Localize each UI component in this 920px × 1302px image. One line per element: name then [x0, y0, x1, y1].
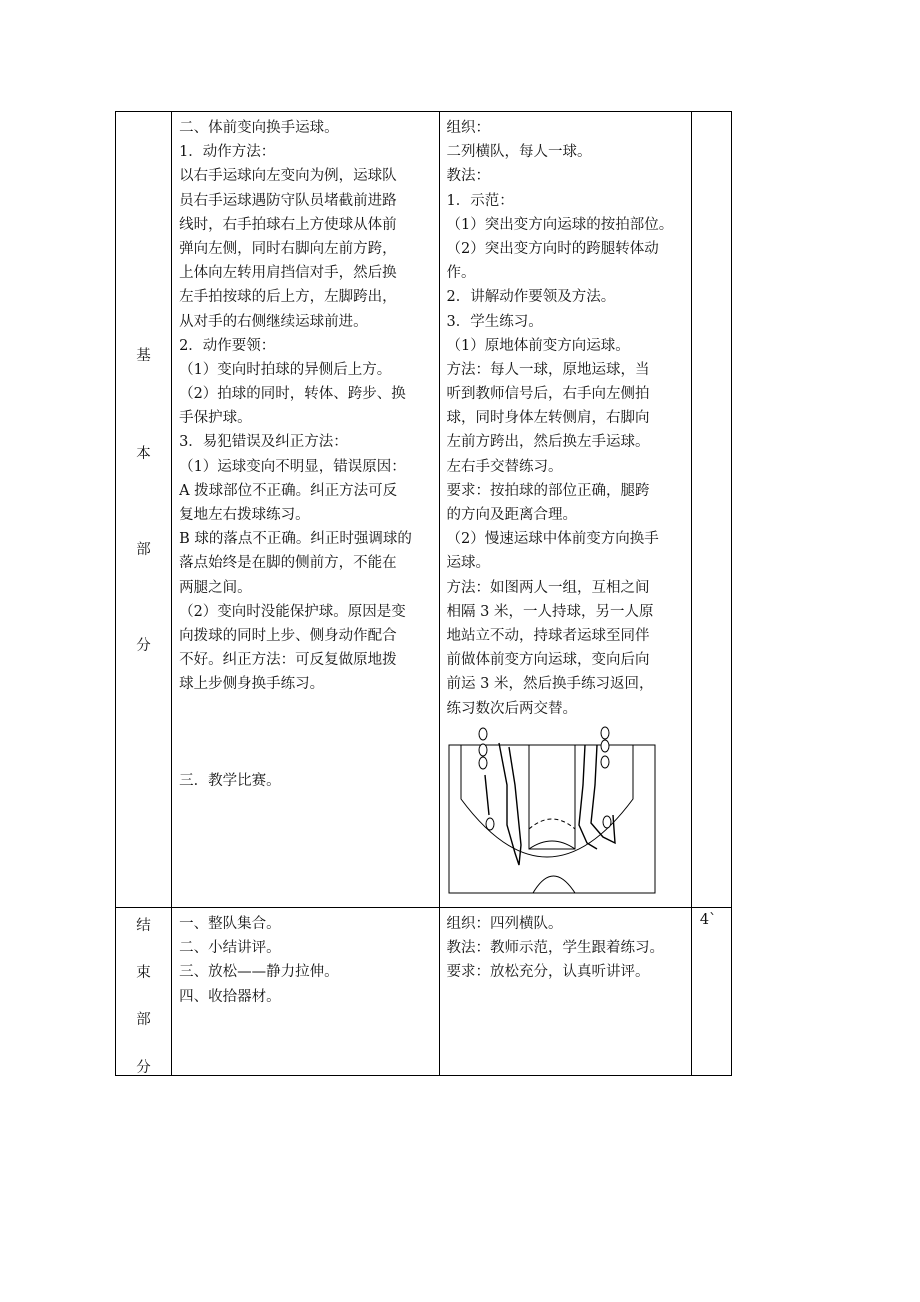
content-line: 弹向左侧，同时右脚向左前方跨， — [179, 240, 397, 257]
org-line: 前运 3 米，然后换手练习返回， — [446, 676, 654, 693]
org-line: 3．学生练习。 — [446, 313, 543, 330]
free-throw-circle — [529, 819, 575, 829]
content-line: （2）变向时没能保护球。原因是变 — [179, 603, 406, 620]
org-line: 二列横队，每人一球。 — [446, 144, 592, 161]
free-throw-arc — [529, 841, 575, 849]
content-line: 落点始终是在脚的侧前方，不能在 — [179, 555, 397, 572]
court-diagram — [447, 725, 684, 895]
org-line: 方法：如图两人一组，互相之间 — [446, 579, 650, 596]
content-line: 1．动作方法： — [179, 144, 276, 161]
end-time-cell — [691, 908, 731, 1076]
lesson-plan-table — [115, 111, 732, 1076]
content-line: 二、体前变向换手运球。 — [179, 120, 339, 136]
player-marker — [601, 756, 609, 768]
content-line: 线时，右手拍球右上方使球从体前 — [179, 216, 397, 233]
free-throw-lane — [529, 745, 575, 849]
player-marker — [603, 816, 611, 828]
main-content-cell — [172, 112, 439, 908]
content-line: （1）变向时拍球的异侧后上方。 — [179, 361, 392, 378]
content-line: 一、整队集合。 — [179, 916, 281, 932]
player-marker — [479, 757, 487, 769]
org-line: 2．讲解动作要领及方法。 — [446, 289, 616, 306]
content-line: 上体向左转用肩挡信对手，然后换 — [179, 265, 397, 282]
player-marker — [486, 818, 494, 830]
org-line: 运球。 — [446, 555, 490, 572]
content-line: 以右手运球向左变向为例，运球队 — [179, 168, 397, 185]
content-line: 不好。纠正方法：可反复做原地拨 — [179, 652, 397, 669]
org-line: 左右手交替练习。 — [446, 458, 563, 475]
label-char: 束 — [136, 965, 151, 981]
content-line: （1）运球变向不明显，错误原因： — [179, 458, 406, 475]
org-line: 教法：教师示范，学生跟着练习。 — [446, 940, 664, 957]
content-line: 二、小结讲评。 — [179, 940, 281, 957]
time-value: 4` — [699, 912, 717, 928]
org-line: 1．示范： — [446, 192, 514, 209]
org-line: 要求：放松充分，认真听讲评。 — [446, 964, 650, 981]
org-line: 组织： — [446, 120, 490, 136]
org-line: 作。 — [446, 265, 476, 282]
main-section-row — [116, 112, 732, 908]
org-line: （1）原地体前变方向运球。 — [446, 337, 630, 354]
player-marker — [479, 744, 487, 756]
player-marker — [479, 728, 487, 740]
content-line: 三、放松——静力拉伸。 — [179, 964, 339, 981]
player-marker — [601, 740, 609, 752]
org-line: 听到教师信号后，右手向左侧拍 — [446, 386, 650, 403]
center-circle — [533, 876, 575, 893]
org-line: 要求：按拍球的部位正确，腿跨 — [446, 482, 650, 499]
end-section-label — [116, 908, 172, 1076]
end-section-row — [116, 908, 732, 1076]
end-content-cell — [172, 908, 439, 1076]
player-marker — [601, 727, 609, 739]
content-line: 2．动作要领： — [179, 337, 276, 354]
content-line: 3．易犯错误及纠正方法： — [179, 434, 348, 451]
content-line: 向拨球的同时上步、侧身动作配合 — [179, 627, 397, 644]
org-line: 教法： — [446, 168, 490, 185]
content-line: 手保护球。 — [179, 410, 252, 427]
org-line: 组织：四列横队。 — [446, 916, 563, 932]
time-value — [692, 112, 731, 116]
main-org-cell — [439, 112, 691, 908]
org-line: 练习数次后两交替。 — [446, 700, 577, 717]
main-section-label — [116, 112, 172, 908]
org-line: 前做体前变方向运球，变向后向 — [446, 652, 650, 669]
org-line: （1）突出变方向运球的按拍部位。 — [446, 216, 674, 233]
content-line: 从对手的右侧继续运球前进。 — [179, 313, 368, 330]
org-line: 左前方跨出，然后换左手运球。 — [446, 434, 650, 451]
label-char: 分 — [136, 1060, 151, 1076]
movement-path-left — [485, 775, 489, 815]
label-char: 分 — [136, 638, 151, 654]
content-line: B 球的落点不正确。纠正时强调球的 — [179, 531, 412, 548]
org-line: 球，同时身体左转侧肩，右脚向 — [446, 410, 650, 427]
spacer — [179, 697, 431, 769]
end-org-cell — [439, 908, 691, 1076]
content-line: A 拨球部位不正确。纠正方法可反 — [179, 482, 398, 499]
match-heading: 三．教学比赛。 — [179, 772, 281, 789]
label-char: 本 — [136, 446, 151, 462]
org-line: （2）慢速运球中体前变方向换手 — [446, 531, 659, 548]
content-line: 左手拍按球的后上方，左脚跨出， — [179, 289, 397, 306]
org-line: 相隔 3 米，一人持球，另一人原 — [446, 603, 654, 620]
org-line: （2）突出变方向时的跨腿转体动 — [446, 240, 659, 257]
label-char: 部 — [136, 542, 151, 558]
label-char: 基 — [136, 348, 151, 364]
basketball-court-svg — [447, 725, 662, 895]
org-line: 方法：每人一球，原地运球，当 — [446, 361, 650, 378]
content-line: 球上步侧身换手练习。 — [179, 676, 325, 693]
content-line: （2）拍球的同时，转体、跨步、换 — [179, 386, 406, 403]
content-line: 复地左右拨球练习。 — [179, 507, 310, 523]
org-line: 地站立不动，持球者运球至同伴 — [446, 627, 650, 644]
label-char: 结 — [136, 918, 151, 934]
label-char: 部 — [136, 1012, 151, 1028]
content-line: 四、收拾器材。 — [179, 988, 281, 1005]
main-time-cell — [691, 112, 731, 908]
org-line: 的方向及距离合理。 — [446, 507, 577, 523]
content-line: 两腿之间。 — [179, 579, 252, 596]
content-line: 员右手运球遇防守队员堵截前进路 — [179, 192, 397, 209]
